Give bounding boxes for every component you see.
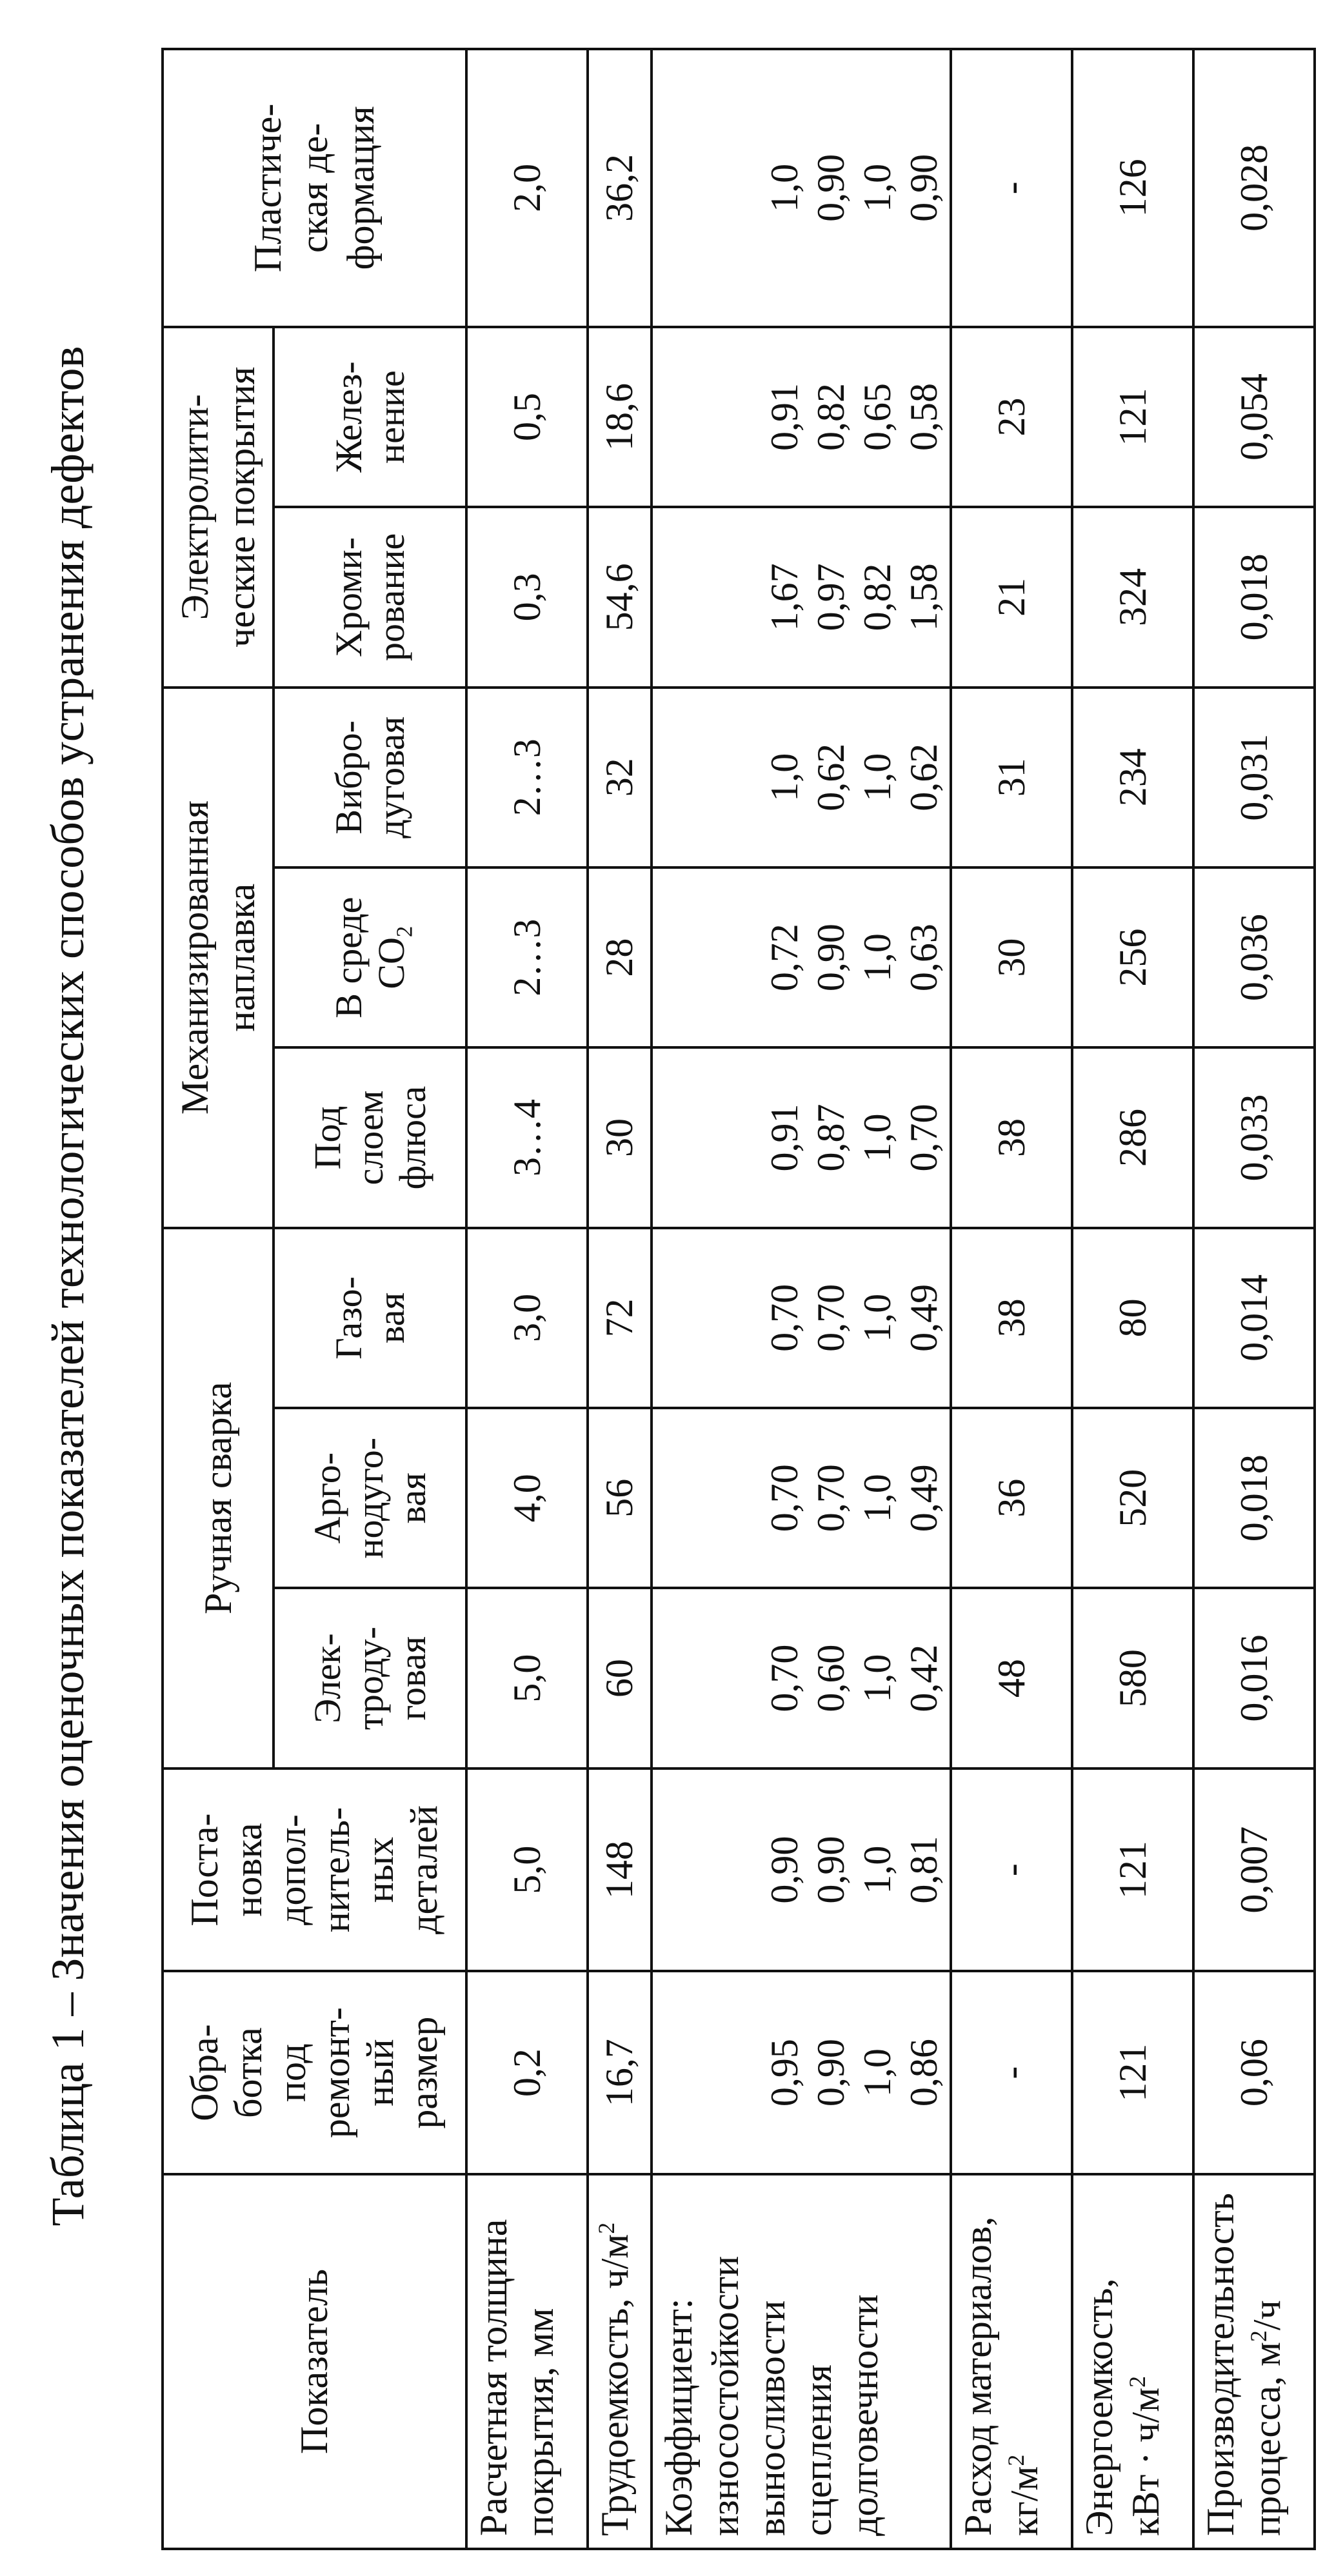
table-cell: 580 <box>1072 1588 1193 1768</box>
table-row <box>1193 49 1315 2549</box>
table-cell: 121 <box>1072 327 1193 507</box>
header-machining: Обра- ботка под ремонт- ный размер <box>163 1971 466 2174</box>
table-cell: 0,91 0,87 1,0 0,70 <box>652 1047 951 1227</box>
header-vibro-arc: Вибро- дуговая <box>274 688 466 867</box>
row-label-energy-text: Энергоемкость, кВт · ч/м <box>1078 2278 1168 2536</box>
table-cell: 28 <box>588 867 652 1047</box>
table-cell: 30 <box>951 867 1072 1047</box>
table-cell: 0,031 <box>1193 688 1315 867</box>
row-label-material-text: Расход материалов, кг/м <box>957 2216 1046 2536</box>
table-cell: 0,033 <box>1193 1047 1315 1227</box>
table-cell: - <box>951 1769 1072 1972</box>
table-cell: 0,2 <box>466 1971 588 2174</box>
row-label-labor-text: Трудоемкость, ч/м <box>593 2234 636 2536</box>
table-cell: 48 <box>951 1588 1072 1768</box>
table-cell: 234 <box>1072 688 1193 867</box>
table-cell: 1,0 0,90 1,0 0,90 <box>652 49 951 327</box>
table-row <box>588 49 652 2549</box>
table-cell: 0,06 <box>1193 1971 1315 2174</box>
header-plastic-deformation: Пластиче- ская де- формация <box>163 49 466 327</box>
table-cell: 0,5 <box>466 327 588 507</box>
table-cell: 121 <box>1072 1769 1193 1972</box>
table-cell: 21 <box>951 507 1072 687</box>
row-label-labor <box>588 2174 652 2549</box>
row-label-material <box>951 2174 1072 2549</box>
header-under-flux: Под слоем флюса <box>274 1047 466 1227</box>
table-cell: 0,036 <box>1193 867 1315 1047</box>
table-cell: 520 <box>1072 1408 1193 1588</box>
header-chrome-plating: Хроми- рование <box>274 507 466 687</box>
row-label-labor-sup: 2 <box>593 2222 619 2234</box>
table-cell: 3,0 <box>466 1228 588 1408</box>
table-row <box>652 49 951 2549</box>
header-electrode-arc: Элек- троду- говая <box>274 1588 466 1768</box>
table-cell: 3…4 <box>466 1047 588 1227</box>
header-extra-parts: Поста- новка допол- нитель- ных деталей <box>163 1769 466 1972</box>
table-cell: 36,2 <box>588 49 652 327</box>
table-cell: 36 <box>951 1408 1072 1588</box>
table-row <box>1072 49 1193 2549</box>
header-indicator: Показатель <box>163 2174 466 2549</box>
table-cell: 0,014 <box>1193 1228 1315 1408</box>
header-group-manual-welding: Ручная сварка <box>163 1228 274 1769</box>
table-cell: 1,0 0,62 1,0 0,62 <box>652 688 951 867</box>
table-cell: 16,7 <box>588 1971 652 2174</box>
table-cell: 80 <box>1072 1228 1193 1408</box>
table-cell: 5,0 <box>466 1588 588 1768</box>
row-label-coefficients: Коэффициент: износостойкости выносливости сцепления долговечности <box>652 2174 951 2549</box>
table-cell: 23 <box>951 327 1072 507</box>
header-row-groups <box>163 49 274 2549</box>
table-cell: - <box>951 1971 1072 2174</box>
header-iron-plating: Желез- нение <box>274 327 466 507</box>
table-cell: 18,6 <box>588 327 652 507</box>
row-label-thickness: Расчетная толщина покрытия, мм <box>466 2174 588 2549</box>
table-cell: 0,028 <box>1193 49 1315 327</box>
table-cell: 0,95 0,90 1,0 0,86 <box>652 1971 951 2174</box>
header-argon-arc: Арго- нодуго- вая <box>274 1408 466 1588</box>
table-cell: 56 <box>588 1408 652 1588</box>
table-cell: 31 <box>951 688 1072 867</box>
table-cell: 0,70 0,70 1,0 0,49 <box>652 1228 951 1408</box>
table-cell: 2…3 <box>466 867 588 1047</box>
table-cell: 38 <box>951 1228 1072 1408</box>
table-cell: - <box>951 49 1072 327</box>
row-label-energy <box>1072 2174 1193 2549</box>
header-co2 <box>274 867 466 1047</box>
table-cell: 0,054 <box>1193 327 1315 507</box>
header-group-electrolytic-coatings: Электролити- ческие покрытия <box>163 327 274 688</box>
table-cell: 60 <box>588 1588 652 1768</box>
table-cell: 32 <box>588 688 652 867</box>
defect-methods-table <box>161 48 1316 2550</box>
row-label-productivity-text: Производительность процесса, м <box>1199 2193 1289 2536</box>
table-cell: 1,67 0,97 0,82 1,58 <box>652 507 951 687</box>
table-cell: 38 <box>951 1047 1072 1227</box>
table-cell: 54,6 <box>588 507 652 687</box>
table-caption: Таблица 1 – Значения оценочных показателей технологических способов устранения дефектов <box>42 346 94 2226</box>
table-cell: 0,70 0,60 1,0 0,42 <box>652 1588 951 1768</box>
table-cell: 148 <box>588 1769 652 1972</box>
table-cell: 4,0 <box>466 1408 588 1588</box>
header-gas: Газо- вая <box>274 1228 466 1408</box>
table-cell: 0,018 <box>1193 1408 1315 1588</box>
table-cell: 0,90 0,90 1,0 0,81 <box>652 1769 951 1972</box>
table-cell: 121 <box>1072 1971 1193 2174</box>
table-row <box>951 49 1072 2549</box>
header-co2-formula: CO <box>370 937 412 989</box>
table-cell: 2,0 <box>466 49 588 327</box>
table-cell: 30 <box>588 1047 652 1227</box>
table-cell: 0,007 <box>1193 1769 1315 1972</box>
table-cell: 0,91 0,82 0,65 0,58 <box>652 327 951 507</box>
table-cell: 0,016 <box>1193 1588 1315 1768</box>
table-cell: 2…3 <box>466 688 588 867</box>
table-row <box>466 49 588 2549</box>
row-label-energy-sup: 2 <box>1124 2375 1151 2388</box>
table-cell: 324 <box>1072 507 1193 687</box>
table-cell: 0,3 <box>466 507 588 687</box>
header-co2-prefix: В среде <box>327 897 370 1018</box>
table-cell: 126 <box>1072 49 1193 327</box>
header-co2-index: 2 <box>392 926 417 938</box>
row-label-productivity <box>1193 2174 1315 2549</box>
table-cell: 0,72 0,90 1,0 0,63 <box>652 867 951 1047</box>
table-cell: 256 <box>1072 867 1193 1047</box>
header-group-mechanized-surfacing: Механизированная наплавка <box>163 688 274 1228</box>
table-cell: 0,018 <box>1193 507 1315 687</box>
table-cell: 5,0 <box>466 1769 588 1972</box>
table-cell: 0,70 0,70 1,0 0,49 <box>652 1408 951 1588</box>
row-label-material-sup: 2 <box>1003 2454 1030 2466</box>
row-label-productivity-sup: 2 <box>1246 2330 1272 2343</box>
table-cell: 286 <box>1072 1047 1193 1227</box>
row-label-productivity-tail: /ч <box>1246 2300 1289 2331</box>
table-cell: 72 <box>588 1228 652 1408</box>
